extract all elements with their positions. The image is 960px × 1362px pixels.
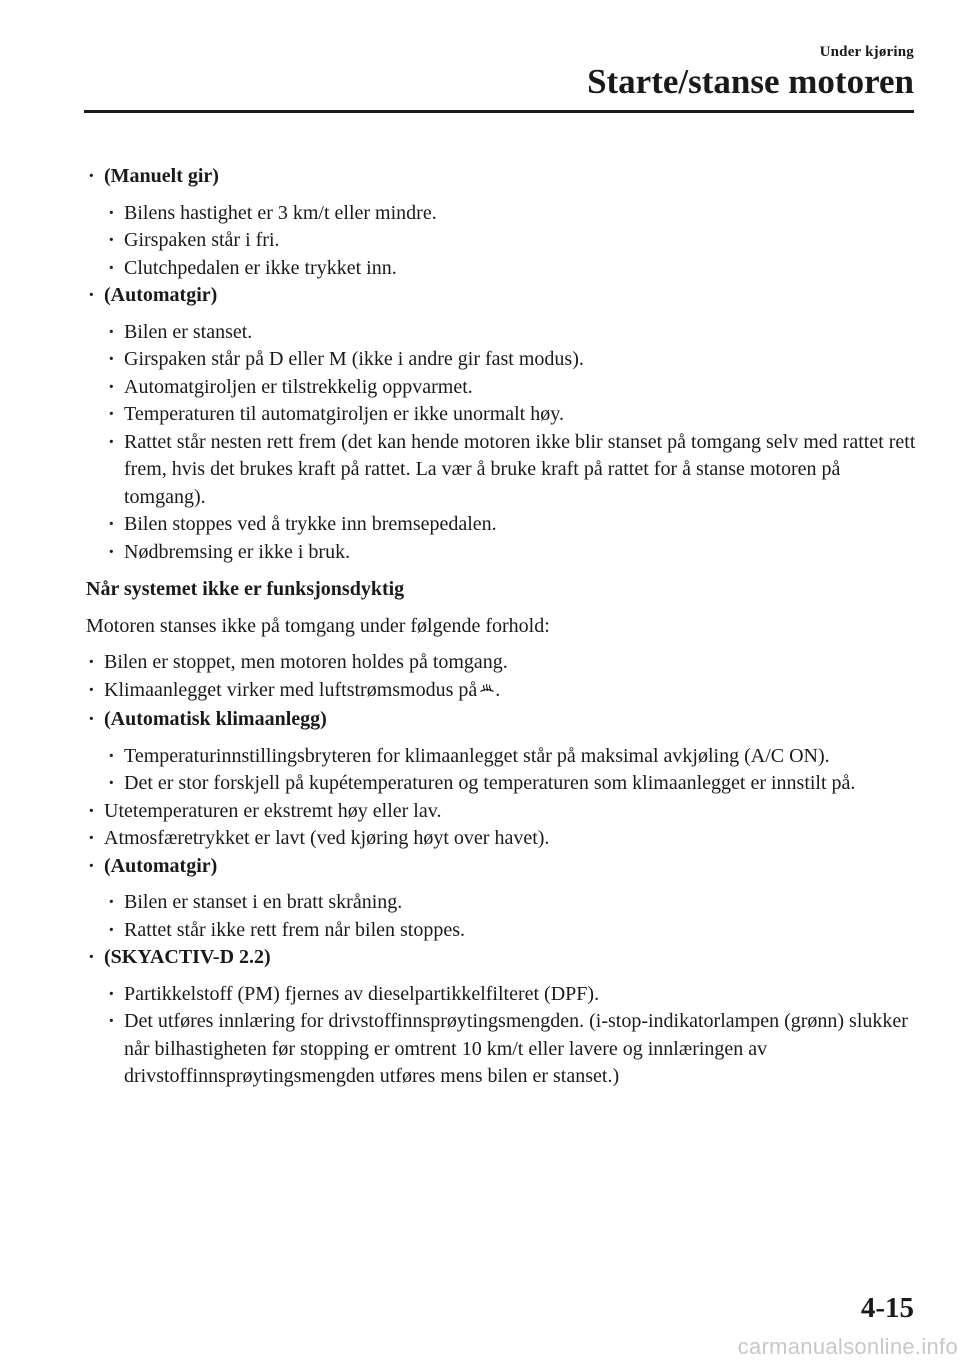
sub-list-item [106, 917, 916, 945]
paragraph: Motoren stanses ikke på tomgang under følgende forhold: [86, 614, 550, 637]
bullet-icon: · [88, 854, 95, 877]
section-label: Under kjøring [819, 44, 914, 60]
bullet-icon: · [108, 540, 115, 563]
body-content [86, 163, 916, 1091]
bullet-icon: · [108, 744, 115, 767]
punctuation: . [495, 678, 501, 701]
sub-list-item [106, 1008, 916, 1091]
list-item-text: Bilen er stanset i en bratt skråning. [124, 891, 403, 913]
bullet-icon: · [88, 708, 95, 730]
list-item-text: Bilens hastighet er 3 km/t eller mindre. [124, 201, 437, 224]
sub-list-item [106, 401, 916, 429]
sub-list-item [106, 429, 916, 512]
bullet-icon: · [108, 375, 115, 398]
bullet-icon: · [108, 513, 115, 535]
bullet-icon: · [108, 403, 115, 425]
sub-list-item [106, 227, 916, 255]
list-item-text: Temperaturinnstillingsbryteren for klimaanlegget står på maksimal avkjøling (A/C ON). [124, 744, 830, 767]
bullet-icon: · [108, 348, 115, 370]
list-item [86, 825, 916, 853]
list-item-text: Rattet står ikke rett frem når bilen stoppes. [124, 918, 466, 941]
list-item [86, 649, 916, 677]
list-item-text: Det utføres innlæring for drivstoffinnsprøytingsmengden. (i-stop-indikatorlampen (grønn) slukker når bilhastigheten før stopping er omtrent 10 km/t eller lavere og innlæringen av drivstoffinnsprøytingsmengden utføres mens bilen er stanset.) [124, 1010, 908, 1087]
bullet-icon: · [108, 256, 115, 279]
list-item-text: (Automatisk klimaanlegg) [104, 708, 327, 730]
list-item [86, 798, 916, 826]
page-title: Starte/stanse motoren [587, 62, 914, 101]
list-item [86, 677, 916, 707]
list-item-text: (Manuelt gir) [104, 165, 219, 187]
list-item-text: (Automatgir) [104, 284, 218, 306]
list-item-text: Automatgiroljen er tilstrekkelig oppvarmet. [124, 375, 473, 398]
bullet-icon: · [108, 430, 115, 453]
list-item-text: Clutchpedalen er ikke trykket inn. [124, 256, 397, 279]
list-item-text: (SKYACTIV-D 2.2) [104, 946, 271, 968]
bullet-icon: · [88, 284, 95, 306]
bullet-icon: · [108, 772, 115, 794]
list-item-text: Partikkelstoff (PM) fjernes av dieselpartikkelfilteret (DPF). [124, 982, 600, 1005]
sub-list-item [106, 255, 916, 283]
list-item [86, 163, 916, 191]
bullet-icon: · [108, 891, 115, 913]
sub-list-item [106, 511, 916, 539]
bullet-icon: · [88, 165, 95, 187]
section-heading: Når systemet ikke er funksjonsdyktig [86, 578, 405, 600]
list-item-text: Rattet står nesten rett frem (det kan hende motoren ikke blir stanset på tomgang selv med rattet rett frem, hvis det brukes kraft på rattet. La vær å bruke kraft på rattet for å stanse motoren på tomgang). [124, 430, 916, 508]
list-item [86, 944, 916, 972]
bullet-icon: · [108, 982, 115, 1005]
bullet-icon: · [88, 678, 95, 701]
list-item [86, 282, 916, 310]
sub-list-item [106, 770, 916, 798]
sub-list-item [106, 200, 916, 228]
list-item [86, 853, 916, 881]
list-item-text: Klimaanlegget virker med luftstrømsmodus på [104, 678, 478, 701]
list-item-text: Nødbremsing er ikke i bruk. [124, 540, 351, 563]
sub-list-item [106, 743, 916, 771]
bullet-icon: · [88, 651, 95, 673]
watermark: carmanualsonline.info [737, 1334, 958, 1359]
list-item-text: Temperaturen til automatgiroljen er ikke unormalt høy. [124, 403, 564, 425]
sub-list-item [106, 889, 916, 917]
bullet-icon: · [108, 918, 115, 941]
sub-list-item [106, 346, 916, 374]
sub-list-item [106, 319, 916, 347]
bullet-icon: · [88, 946, 95, 968]
sub-list-item [106, 539, 916, 567]
list-item-text: Girspaken står på D eller M (ikke i andre gir fast modus). [124, 348, 584, 370]
list-item-text: Bilen er stoppet, men motoren holdes på tomgang. [104, 651, 508, 673]
header-divider [84, 110, 914, 113]
list-item-text: Girspaken står i fri. [124, 229, 280, 251]
list-item-text: Det er stor forskjell på kupétemperaturen og temperaturen som klimaanlegget er innstilt på. [124, 772, 856, 794]
bullet-icon: · [108, 201, 115, 224]
bullet-icon: · [108, 320, 115, 343]
windshield-defroster-icon [479, 679, 495, 707]
sub-list-item [106, 981, 916, 1009]
bullet-icon: · [88, 827, 95, 849]
page-number: 4-15 [860, 1292, 914, 1324]
bullet-icon: · [88, 799, 95, 822]
list-item-text: Atmosfæretrykket er lavt (ved kjøring høyt over havet). [104, 827, 550, 849]
list-item-text: Utetemperaturen er ekstremt høy eller lav. [104, 799, 442, 822]
list-item-text: Bilen er stanset. [124, 320, 253, 343]
list-item-text: Bilen stoppes ved å trykke inn bremsepedalen. [124, 513, 497, 535]
sub-list-item [106, 374, 916, 402]
bullet-icon: · [108, 229, 115, 251]
bullet-icon: · [108, 1010, 115, 1032]
list-item-text: (Automatgir) [104, 854, 218, 877]
list-item [86, 706, 916, 734]
